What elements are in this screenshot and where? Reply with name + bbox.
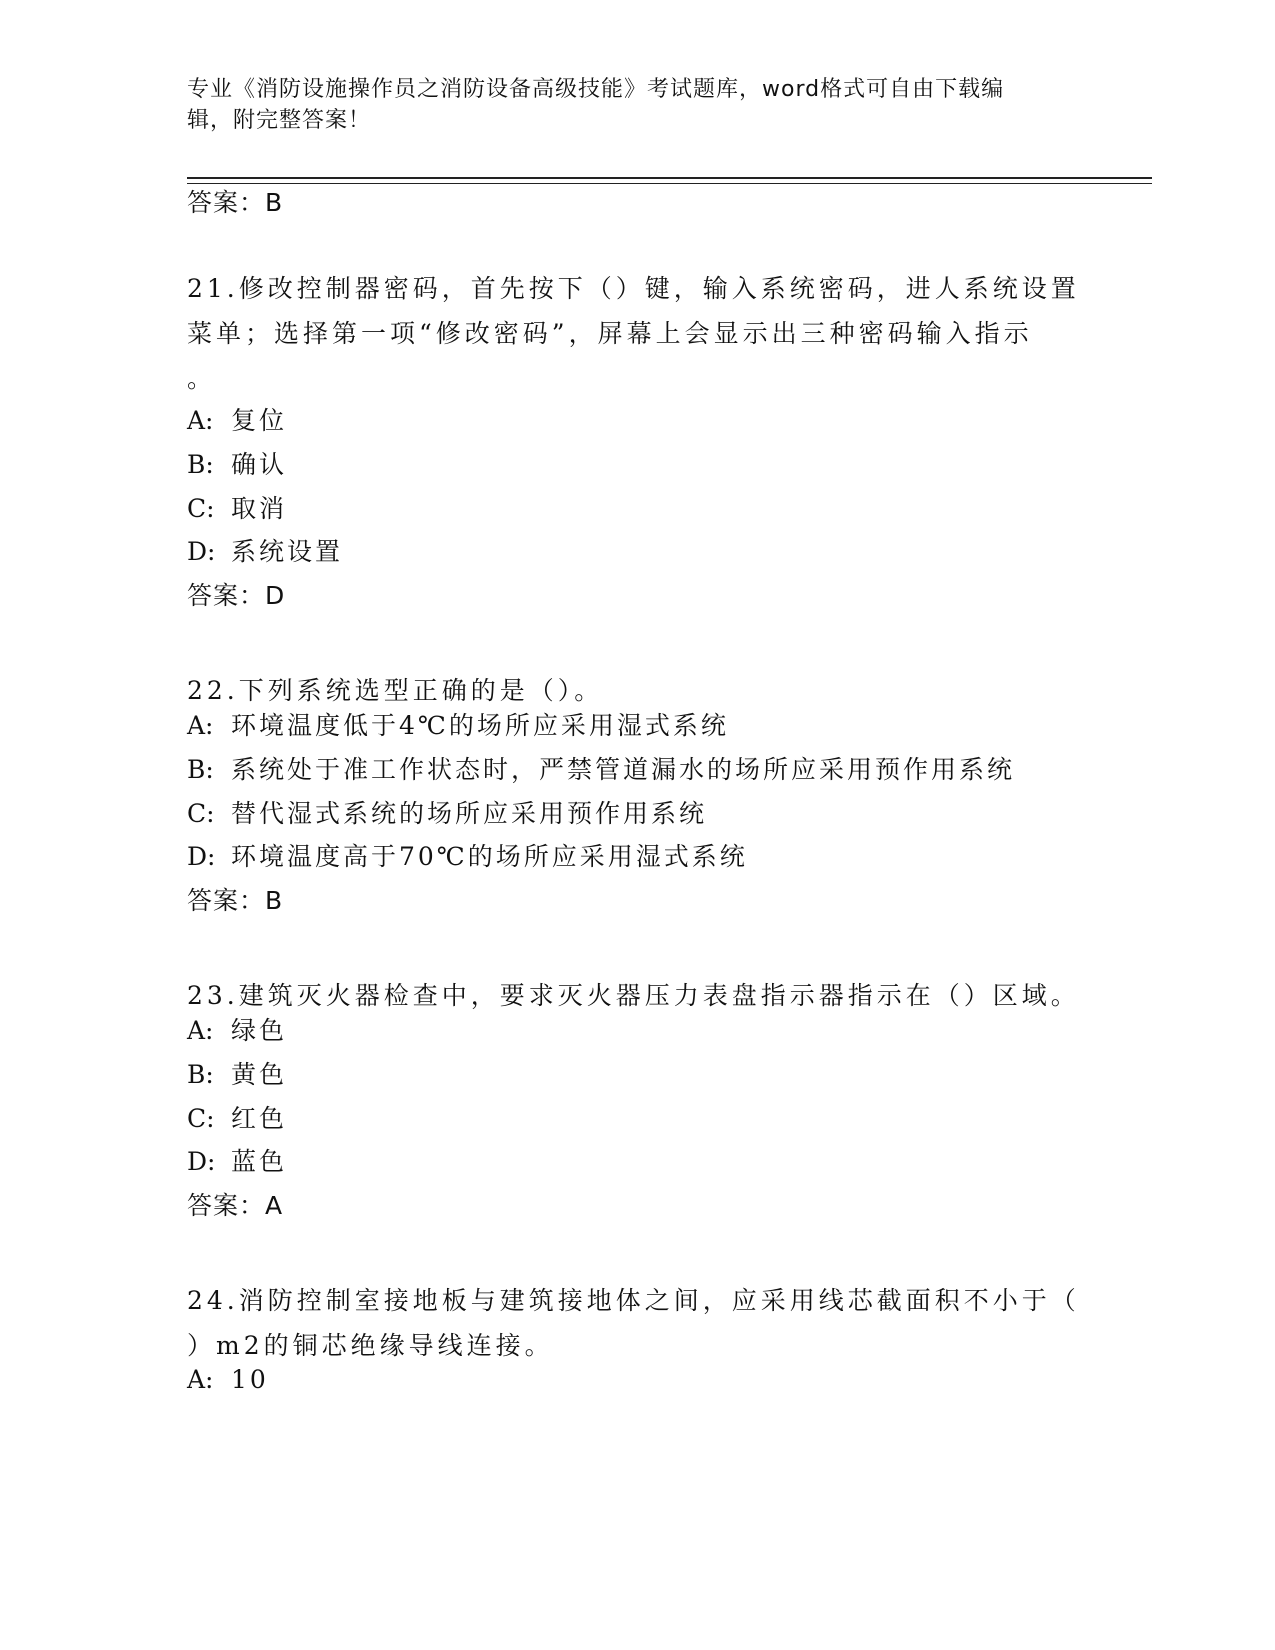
question-22-answer: 答案：B: [187, 886, 284, 915]
option-text: 系统设置: [231, 537, 344, 566]
question-22-text: [187, 668, 1087, 713]
question-23-option-b: [187, 1060, 287, 1090]
question-22-option-a: [187, 711, 729, 741]
option-label: D:: [187, 842, 216, 871]
option-label: B:: [187, 450, 214, 479]
question-23-option-a: [187, 1016, 287, 1046]
option-text: 蓝色: [231, 1147, 288, 1176]
option-label: A:: [187, 711, 214, 740]
option-text: 环境温度低于4℃的场所应采用湿式系统: [231, 711, 729, 740]
question-21-line-2: 菜单；选择第一项“修改密码”，屏幕上会显示出三种密码输入指示: [187, 319, 1033, 348]
question-21-line-1: 21.修改控制器密码，首先按下（）键，输入系统密码，进人系统设置: [187, 274, 1080, 303]
option-label: A:: [187, 406, 214, 435]
option-text: 系统处于准工作状态时，严禁管道漏水的场所应采用预作用系统: [231, 755, 1016, 784]
option-label: A:: [187, 1365, 214, 1394]
document-header: [187, 74, 1067, 136]
option-label: D:: [187, 1147, 216, 1176]
question-23-option-c: [187, 1104, 287, 1134]
option-text: 确认: [231, 450, 288, 479]
question-22-option-d: [187, 842, 748, 872]
option-text: 10: [231, 1365, 269, 1394]
option-label: D:: [187, 537, 216, 566]
option-text: 复位: [231, 406, 288, 435]
header-line-1: 专业《消防设施操作员之消防设备高级技能》考试题库，word格式可自由下载编: [187, 77, 1005, 102]
option-text: 黄色: [231, 1060, 288, 1089]
question-23-line-1: 23.建筑灭火器检查中，要求灭火器压力表盘指示器指示在（）区域。: [187, 981, 1080, 1010]
header-line-2: 辑，附完整答案！: [187, 108, 372, 133]
option-label: A:: [187, 1016, 214, 1045]
question-21-option-a: [187, 406, 287, 436]
option-text: 绿色: [231, 1016, 288, 1045]
question-21-text: [187, 266, 1087, 401]
option-label: B:: [187, 1060, 214, 1089]
question-24-line-2: ）m2的铜芯绝缘导线连接。: [187, 1331, 554, 1360]
question-21-answer: 答案：D: [187, 581, 286, 610]
header-divider-thick: [187, 177, 1152, 179]
question-22-option-b: [187, 755, 1015, 785]
question-24-text: [187, 1278, 1087, 1368]
question-24-line-1: 24.消防控制室接地板与建筑接地体之间，应采用线芯截面积不小于（: [187, 1286, 1080, 1315]
question-23-text: [187, 973, 1087, 1018]
option-text: 取消: [231, 494, 288, 523]
question-21-line-3: 。: [187, 364, 217, 393]
option-label: B:: [187, 755, 214, 784]
option-label: C:: [187, 1104, 215, 1133]
option-text: 替代湿式系统的场所应采用预作用系统: [231, 799, 708, 828]
header-divider-thin: [187, 183, 1152, 184]
question-23-option-d: [187, 1147, 287, 1177]
question-21-option-c: [187, 494, 287, 524]
option-text: 环境温度高于70℃的场所应采用湿式系统: [231, 842, 748, 871]
question-21-option-d: [187, 537, 343, 567]
question-21-option-b: [187, 450, 287, 480]
question-24-option-a: [187, 1365, 269, 1395]
answer-previous: 答案：B: [187, 188, 284, 217]
option-label: C:: [187, 799, 215, 828]
question-23-answer: 答案：A: [187, 1191, 284, 1220]
question-22-line-1: 22.下列系统选型正确的是（）。: [187, 676, 604, 705]
question-22-option-c: [187, 799, 707, 829]
option-text: 红色: [231, 1104, 288, 1133]
option-label: C:: [187, 494, 215, 523]
